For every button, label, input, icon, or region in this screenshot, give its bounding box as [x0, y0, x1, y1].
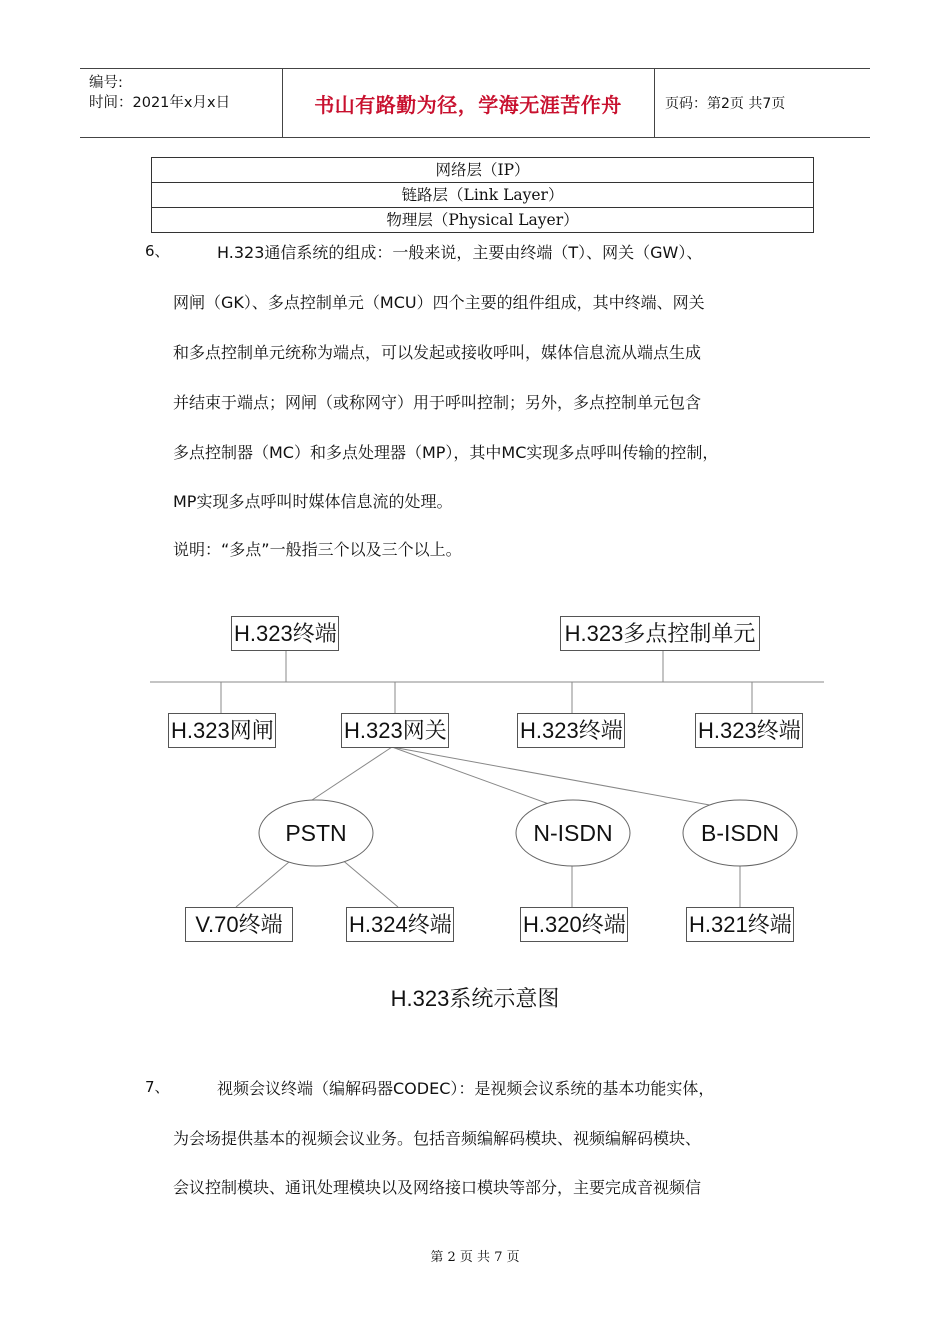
diagram-caption: H.323系统示意图: [390, 986, 560, 1011]
page-footer: 第 2 页 共 7 页: [430, 1250, 520, 1265]
bisdn-label: B-ISDN: [701, 820, 779, 846]
section-6-line: H.323通信系统的组成：一般来说，主要由终端（T）、网关（GW）、: [217, 243, 703, 262]
nisdn-label: N-ISDN: [533, 820, 613, 846]
header-meta: [89, 73, 230, 113]
connector-line: [392, 747, 560, 808]
connector-line: [236, 862, 289, 907]
section-6-line: 多点控制器（MC）和多点处理器（MP），其中MC实现多点呼叫传输的控制，: [173, 443, 719, 462]
gateway-box: H.323网关: [341, 713, 449, 748]
number-label: 编号:: [89, 75, 123, 91]
mcu-box: H.323多点控制单元: [560, 616, 760, 651]
section-7-line: 视频会议终端（编解码器CODEC）：是视频会议系统的基本功能实体，: [217, 1079, 715, 1098]
section-7-line: 为会场提供基本的视频会议业务。包括音频编解码模块、视频编解码模块、: [173, 1129, 702, 1148]
section-7-number: 7、: [145, 1078, 170, 1096]
section-6-line: 和多点控制单元统称为端点，可以发起或接收呼叫，媒体信息流从端点生成: [173, 343, 702, 362]
v70-terminal-box: V.70终端: [185, 907, 293, 942]
page-info: 页码：第2页 共7页: [665, 96, 786, 112]
section-6-number: 6、: [145, 242, 170, 260]
terminal-box: H.323终端: [517, 713, 625, 748]
gatekeeper-box: H.323网闸: [168, 713, 276, 748]
page-header: [80, 68, 870, 138]
section-7-line: 会议控制模块、通讯处理模块以及网络接口模块等部分，主要完成音视频信: [173, 1178, 702, 1197]
header-motto: 书山有路勤为径，学海无涯苦作舟: [314, 92, 622, 117]
top-terminal-box: H.323终端: [231, 616, 339, 651]
section-6-note: 说明：“多点”一般指三个以及三个以上。: [173, 540, 462, 559]
layer-network: 网络层（IP）: [152, 158, 814, 183]
time-label: 时间：2021年x月x日: [89, 95, 231, 111]
connector-line: [300, 747, 392, 808]
protocol-layer-table: [151, 157, 814, 233]
section-6-line: 网闸（GK）、多点控制单元（MCU）四个主要的组件组成，其中终端、网关: [173, 293, 705, 312]
layer-link: 链路层（Link Layer）: [152, 183, 814, 208]
section-6-line: 并结束于端点；网闸（或称网守）用于呼叫控制；另外，多点控制单元包含: [173, 393, 702, 412]
h320-terminal-box: H.320终端: [520, 907, 628, 942]
layer-physical: 物理层（Physical Layer）: [152, 208, 814, 233]
pstn-label: PSTN: [285, 820, 347, 846]
connector-line: [340, 858, 398, 907]
section-6-line: MP实现多点呼叫时媒体信息流的处理。: [173, 492, 453, 511]
header-divider: [654, 69, 655, 137]
diagram-connectors: [0, 600, 950, 1020]
terminal-box: H.323终端: [695, 713, 803, 748]
connector-line: [392, 747, 726, 808]
h323-system-diagram: [0, 600, 950, 1020]
h321-terminal-box: H.321终端: [686, 907, 794, 942]
h324-terminal-box: H.324终端: [346, 907, 454, 942]
